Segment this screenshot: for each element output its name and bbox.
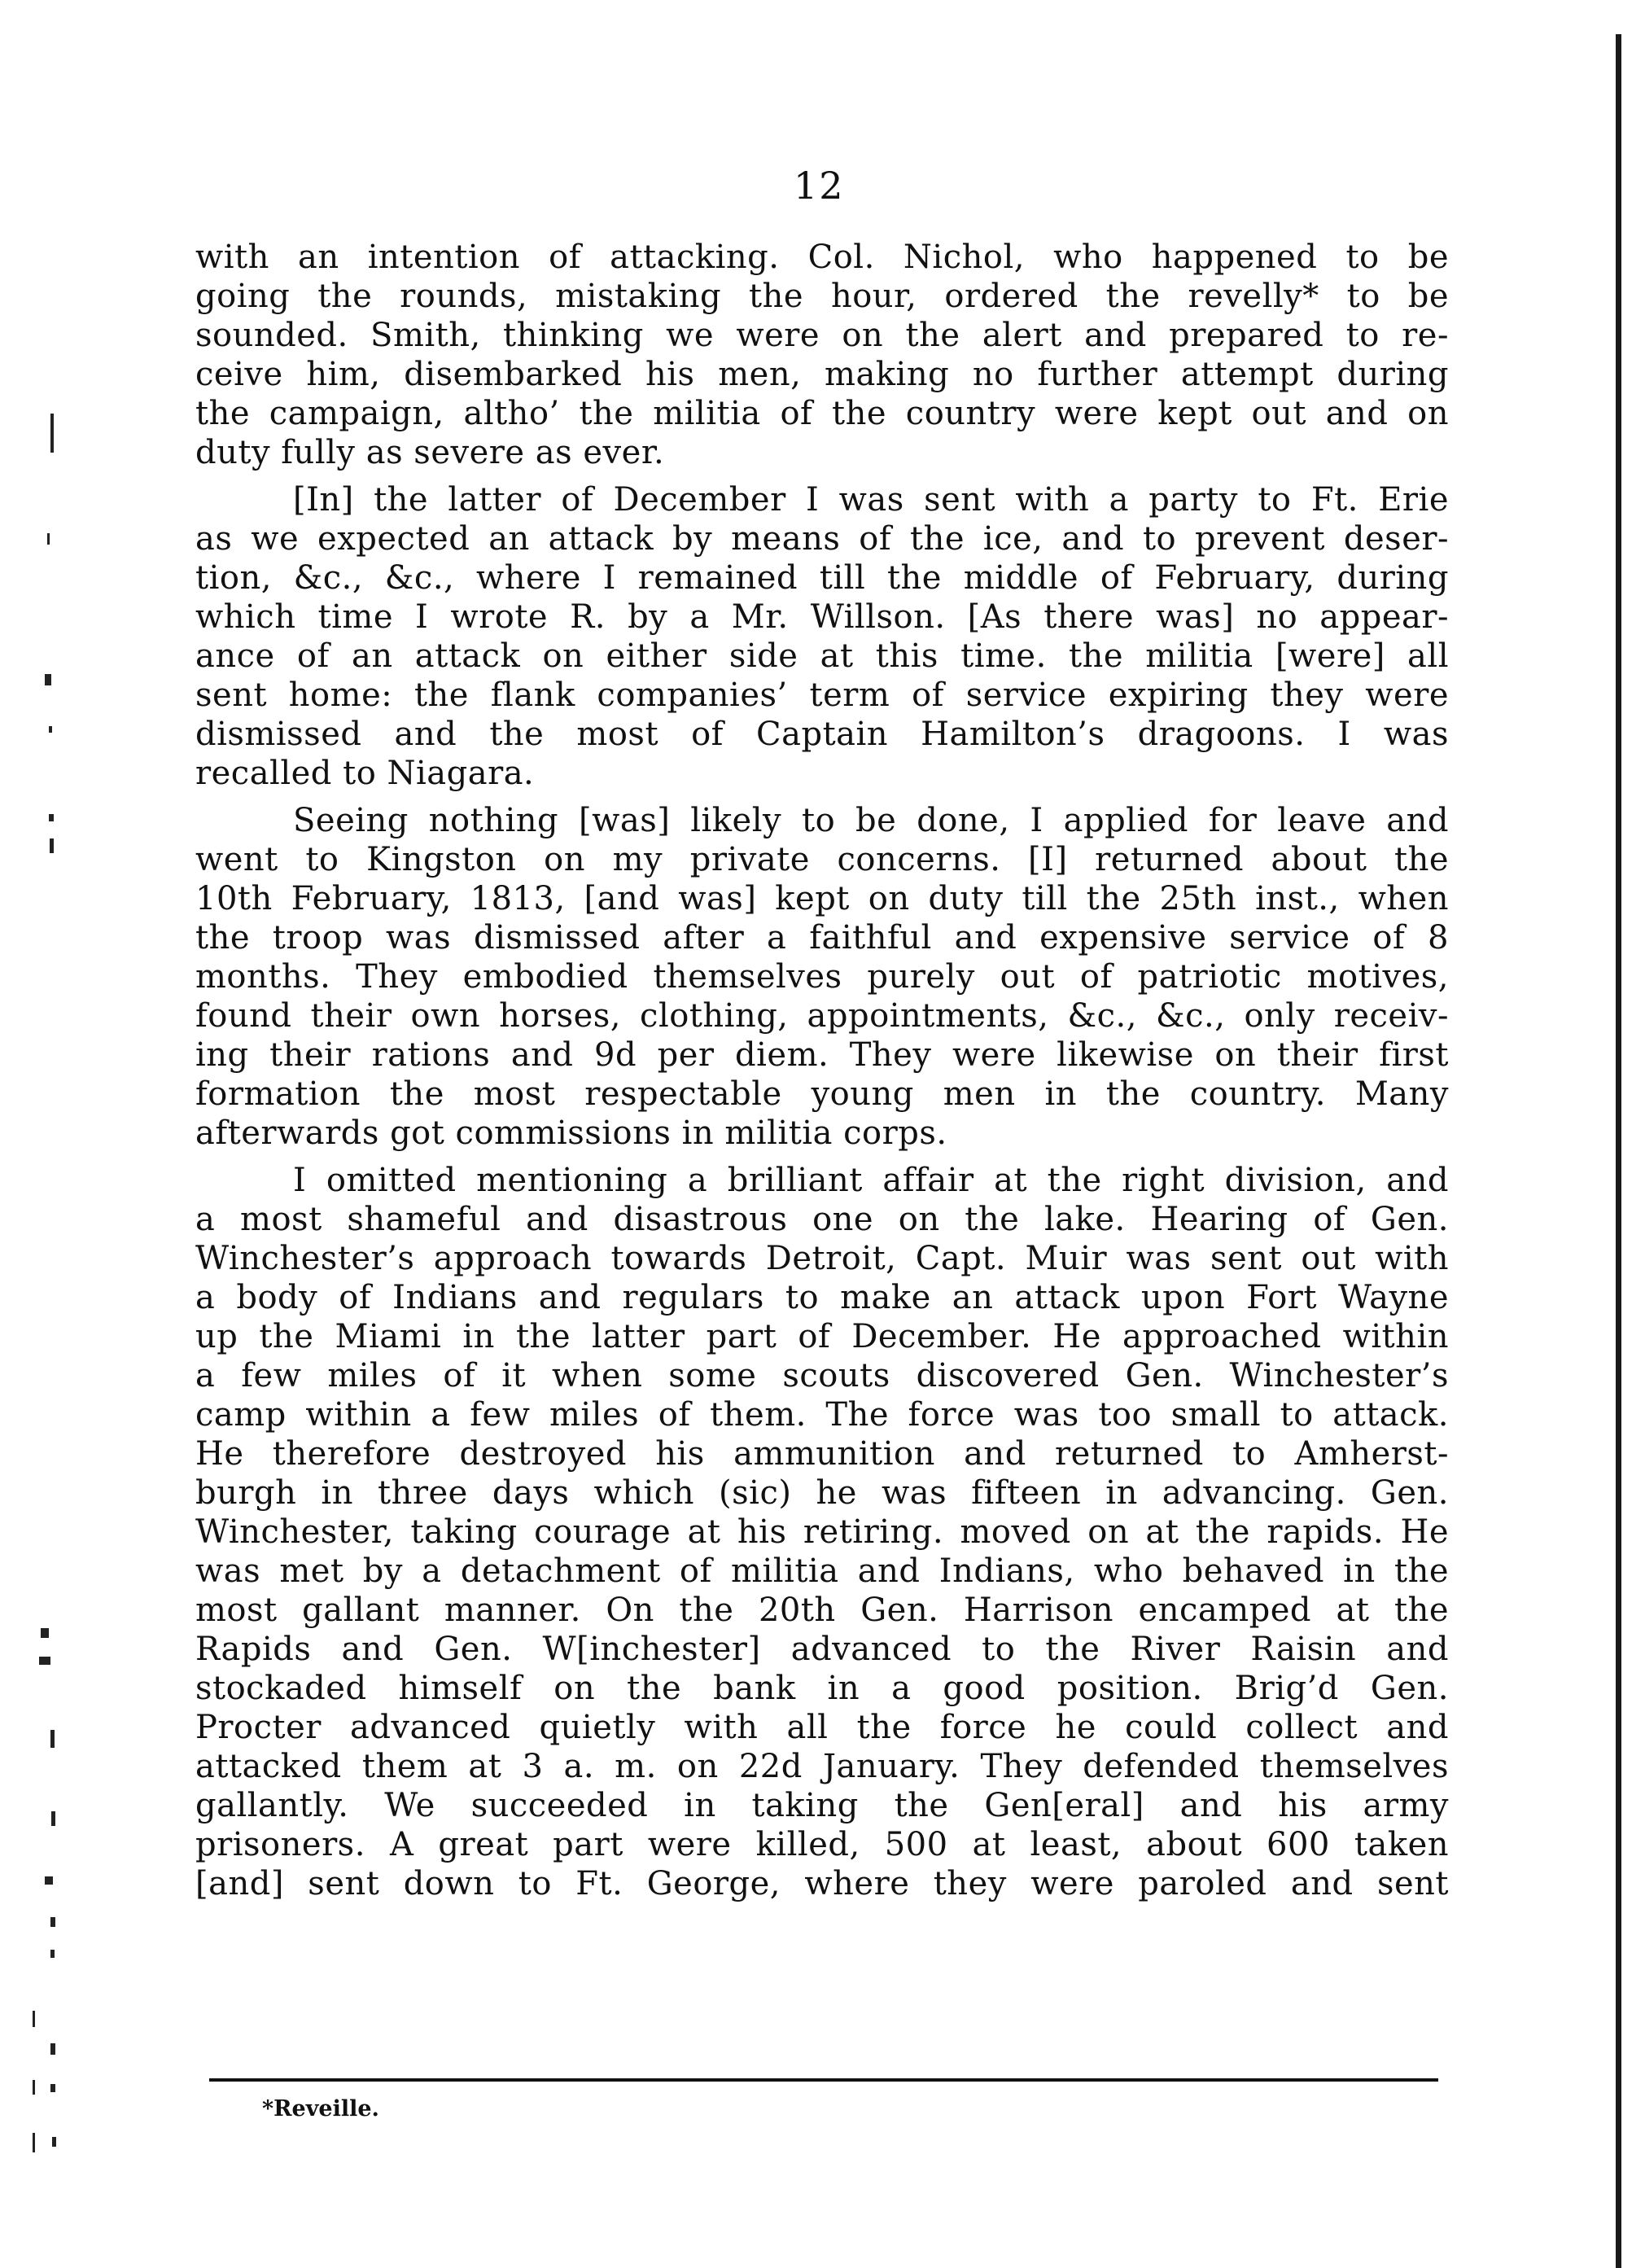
scan-speck xyxy=(51,1811,55,1826)
text-line: was met by a detachment of militia and Indians, who behaved in the xyxy=(195,1552,1449,1590)
text-line: a body of Indians and regulars to make an attack upon Fort Wayne xyxy=(195,1279,1449,1316)
paragraph-4 xyxy=(195,1161,1449,1903)
scan-speck xyxy=(50,2043,55,2055)
scan-speck xyxy=(50,414,54,453)
scan-speck xyxy=(50,2084,55,2092)
text-line: Rapids and Gen. W[inchester] advanced to the River Raisin and xyxy=(195,1631,1449,1668)
footnote: *Reveille. xyxy=(262,2096,379,2121)
text-line: sent home: the flank companies’ term of service expiring they were xyxy=(195,676,1449,714)
text-line: burgh in three days which (sic) he was fifteen in advancing. Gen. xyxy=(195,1474,1449,1512)
text-line: 10th February, 1813, [and was] kept on duty till the 25th inst., when xyxy=(195,880,1449,917)
text-line: found their own horses, clothing, appointments, &c., &c., only receiv- xyxy=(195,997,1449,1035)
text-line: as we expected an attack by means of the ice, and to prevent deser- xyxy=(195,520,1449,558)
footnote-divider xyxy=(209,2078,1438,2082)
text-line: went to Kingston on my private concerns. [I] returned about the xyxy=(195,841,1449,878)
text-line: ance of an attack on either side at this time. the militia [were] all xyxy=(195,637,1449,675)
text-line: going the rounds, mistaking the hour, ordered the revelly* to be xyxy=(195,278,1449,315)
scan-speck xyxy=(52,2137,56,2147)
scan-speck xyxy=(33,2133,35,2152)
text-line: up the Miami in the latter part of December. He approached within xyxy=(195,1318,1449,1355)
paragraph-1 xyxy=(195,238,1449,472)
text-line: with an intention of attacking. Col. Nichol, who happened to be xyxy=(195,239,1449,276)
paragraph-2 xyxy=(195,480,1449,793)
paragraph-3 xyxy=(195,801,1449,1153)
text-line: months. They embodied themselves purely out of patriotic motives, xyxy=(195,958,1449,996)
scan-speck xyxy=(39,1657,50,1665)
text-line: ing their rations and 9d per diem. They were likewise on their first xyxy=(195,1036,1449,1074)
text-line: the troop was dismissed after a faithful and expensive service of 8 xyxy=(195,919,1449,957)
scan-speck xyxy=(45,1876,53,1885)
scan-speck xyxy=(41,1628,49,1638)
scan-speck xyxy=(33,2011,35,2027)
text-line: sounded. Smith, thinking we were on the alert and prepared to re- xyxy=(195,317,1449,354)
text-line: He therefore destroyed his ammunition and returned to Amherst- xyxy=(195,1435,1449,1473)
text-line: Winchester’s approach towards Detroit, Capt. Muir was sent out with xyxy=(195,1240,1449,1277)
scan-speck xyxy=(50,1730,55,1748)
text-line: Winchester, taking courage at his retiring. moved on at the rapids. He xyxy=(195,1513,1449,1551)
text-line: most gallant manner. On the 20th Gen. Harrison encamped at the xyxy=(195,1592,1449,1629)
text-line: I omitted mentioning a brilliant affair at the right division, and xyxy=(293,1162,1449,1199)
text-line: formation the most respectable young men in the country. Many xyxy=(195,1075,1449,1113)
text-line: a most shameful and disastrous one on the lake. Hearing of Gen. xyxy=(195,1201,1449,1238)
text-line: Seeing nothing [was] likely to be done, I applied for leave and xyxy=(293,802,1449,839)
text-line: gallantly. We succeeded in taking the Gen[eral] and his army xyxy=(195,1787,1449,1824)
scan-speck xyxy=(49,814,54,821)
text-line: ceive him, disembarked his men, making no further attempt during xyxy=(195,356,1449,393)
text-line: stockaded himself on the bank in a good position. Brig’d Gen. xyxy=(195,1670,1449,1707)
text-line: prisoners. A great part were killed, 500 at least, about 600 taken xyxy=(195,1826,1449,1863)
scan-speck xyxy=(47,533,50,545)
scan-edge-shadow xyxy=(1616,34,1621,2268)
text-line: recalled to Niagara. xyxy=(195,755,535,792)
text-line: afterwards got commissions in militia corps. xyxy=(195,1114,947,1152)
scan-speck xyxy=(50,1950,55,1958)
text-line: tion, &c., &c., where I remained till the middle of February, during xyxy=(195,559,1449,597)
text-line: Procter advanced quietly with all the force he could collect and xyxy=(195,1709,1449,1746)
text-line: the campaign, altho’ the militia of the country were kept out and on xyxy=(195,395,1449,432)
text-line: attacked them at 3 a. m. on 22d January. They defended themselves xyxy=(195,1748,1449,1785)
page-number: 12 xyxy=(794,164,845,208)
scan-speck xyxy=(33,2080,35,2095)
text-line: a few miles of it when some scouts discovered Gen. Winchester’s xyxy=(195,1357,1449,1395)
text-line: duty fully as severe as ever. xyxy=(195,434,665,471)
scan-speck xyxy=(49,726,52,733)
body-text xyxy=(195,238,1449,1911)
text-line: which time I wrote R. by a Mr. Willson. [As there was] no appear- xyxy=(195,598,1449,636)
text-line: [In] the latter of December I was sent with a party to Ft. Erie xyxy=(293,481,1449,519)
scan-speck xyxy=(50,1917,55,1927)
text-line: camp within a few miles of them. The force was too small to attack. xyxy=(195,1396,1449,1434)
scan-speck xyxy=(50,838,54,853)
text-line: [and] sent down to Ft. George, where they were paroled and sent xyxy=(195,1865,1449,1902)
text-line: dismissed and the most of Captain Hamilton’s dragoons. I was xyxy=(195,716,1449,753)
scan-speck xyxy=(45,674,51,685)
